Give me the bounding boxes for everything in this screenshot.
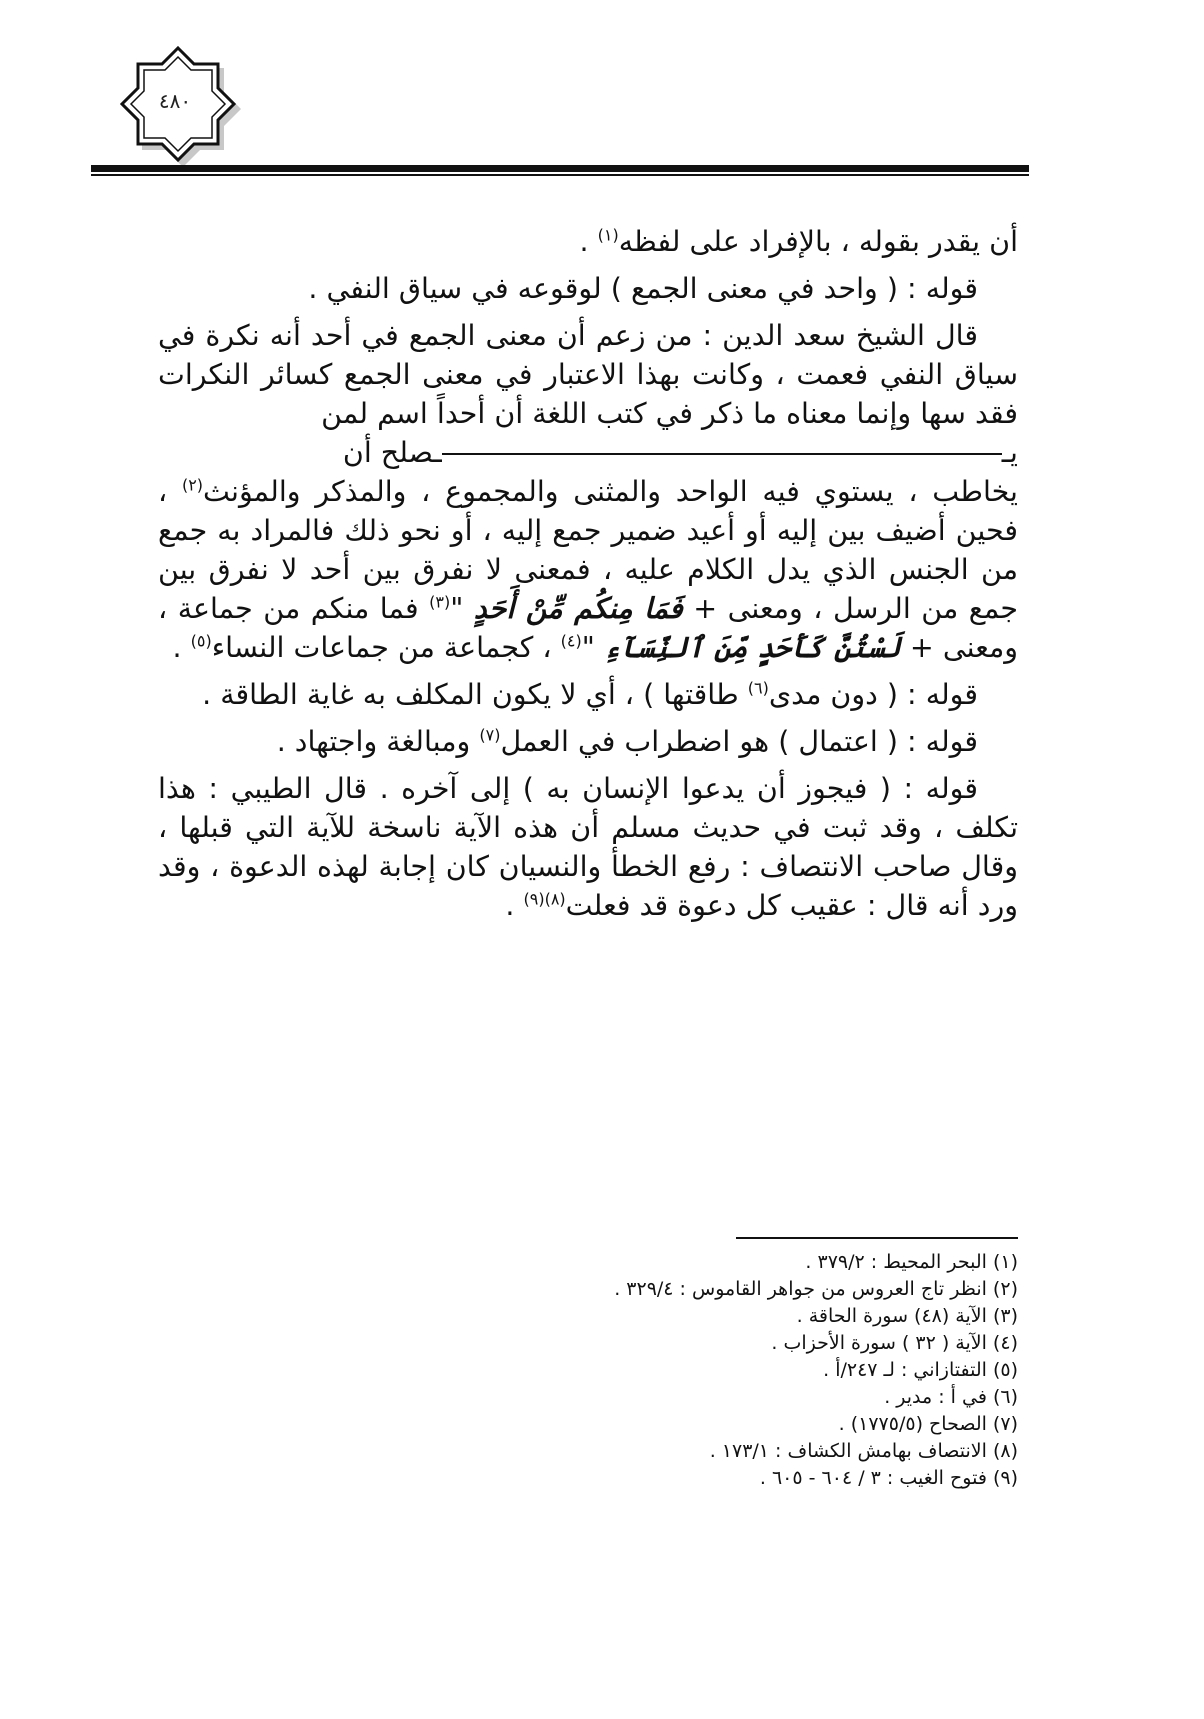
footnote-6: (٦) في أ : مدير . (884, 1386, 1018, 1408)
footnote-5: (٥) التفتازاني : لـ ٢٤٧/أ . (823, 1359, 1018, 1381)
footnote-ref-7[interactable]: (٧) (479, 725, 501, 745)
paragraph-4: قوله : ( دون مدى$^{(٦)}$ طاقتها ) ، أي لا يكون المكلف به غاية الطاقة . (202, 678, 978, 711)
paragraph-2: قوله : ( واحد في معنى الجمع ) لوقوعه في سياق النفي . (308, 272, 978, 305)
footnote-ref-2[interactable]: (٢) (181, 475, 204, 495)
footnote-1: (١) البحر المحيط : ٣٧٩/٢ . (805, 1251, 1018, 1273)
footnotes-list (158, 1249, 1018, 1492)
footnote-7: (٧) الصحاح (١٧٧٥/٥) . (838, 1413, 1018, 1435)
footnote-ref-4[interactable]: (٤) (560, 631, 582, 651)
paragraph-3: قال الشيخ سعد الدين : من زعم أن معنى الجمع في أحد أنه نكرة في سياق النفي فعمت ، وكانت بهذا الاعتبار في معنى الجمع كسائر النكرات فقد سها وإنما معناه ما ذكر في كتب اللغة أن أحداً اسم لمن يــصلح أن يخاطب ، يستوي فيه الواحد والمثنى والمجموع ، والمذكر والمؤنث$^{(٢)}$ ، فحين أضيف بين إليه أو أعيد ضمير جمع إليه ، أو نحو ذلك فالمراد به جمع من الجنس الذي يدل الكلام عليه ، فمعنى لا نفرق بين أحد لا نفرق بين جمع من الرسل ، ومعنى + فَمَا مِنكُم مِّنْ أَحَدٍ "$^{(٣)}$ فما منكم من جماعة ، ومعنى + لَسْتُنَّ كَأَحَدٍ مِّنَ ٱلنِّسَآءِ "$^{(٤)}$ ، كجماعة من جماعات النساء$^{(٥)}$ . (158, 319, 1018, 664)
footnote-9: (٩) فتوح الغيب : ٣ / ٦٠٤ - ٦٠٥ . (759, 1467, 1018, 1489)
page-number-badge (110, 40, 250, 172)
main-text (158, 222, 1018, 933)
quran-verse-2: لَسْتُنَّ كَأَحَدٍ مِّنَ ٱلنِّسَآءِ (603, 630, 901, 664)
paragraph-6: قوله : ( فيجوز أن يدعوا الإنسان به ) إلى آخره . قال الطيبي : هذا تكلف ، وقد ثبت في حديث مسلم أن هذه الآية ناسخة للآية التي قبلها ، وقال صاحب الانتصاف : رفع الخطأ والنسيان كان إجابة لهذه الدعوة ، وقد ورد أنه قال : عقيب كل دعوة قد فعلت$^{(٨)(٩)}$ . (158, 772, 1018, 922)
footnote-4: (٤) الآية ( ٣٢ ) سورة الأحزاب . (771, 1332, 1018, 1354)
footnote-separator (736, 1237, 1018, 1239)
footnote-ref-6[interactable]: (٦) (747, 678, 769, 698)
footnote-ref-9[interactable]: (٩) (523, 889, 545, 909)
footnote-ref-3[interactable]: (٣) (429, 592, 451, 612)
paragraph-5: قوله : ( اعتمال ) هو اضطراب في العمل$^{(٧)}$ ومبالغة واجتهاد . (276, 725, 978, 758)
footnote-3: (٣) الآية (٤٨) سورة الحاقة . (796, 1305, 1018, 1327)
text-break-rule (442, 453, 1002, 455)
footnote-ref-8[interactable]: (٨) (544, 889, 566, 909)
header-rule-thin (91, 174, 1029, 176)
header-rule (91, 165, 1029, 172)
footnote-ref-5[interactable]: (٥) (190, 631, 212, 651)
paragraph-1: أن يقدر بقوله ، بالإفراد على لفظه$^{(١)}$ . (579, 225, 1018, 258)
footnote-ref-1[interactable]: (١) (597, 225, 619, 245)
page-number: ٤٨٠ (158, 89, 192, 113)
quran-verse-1: فَمَا مِنكُم مِّنْ أَحَدٍ (473, 591, 683, 625)
footnote-8: (٨) الانتصاف بهامش الكشاف : ١٧٣/١ . (709, 1440, 1018, 1462)
footnote-2: (٢) انظر تاج العروس من جواهر القاموس : ٣٢٩/٤ . (614, 1278, 1018, 1300)
